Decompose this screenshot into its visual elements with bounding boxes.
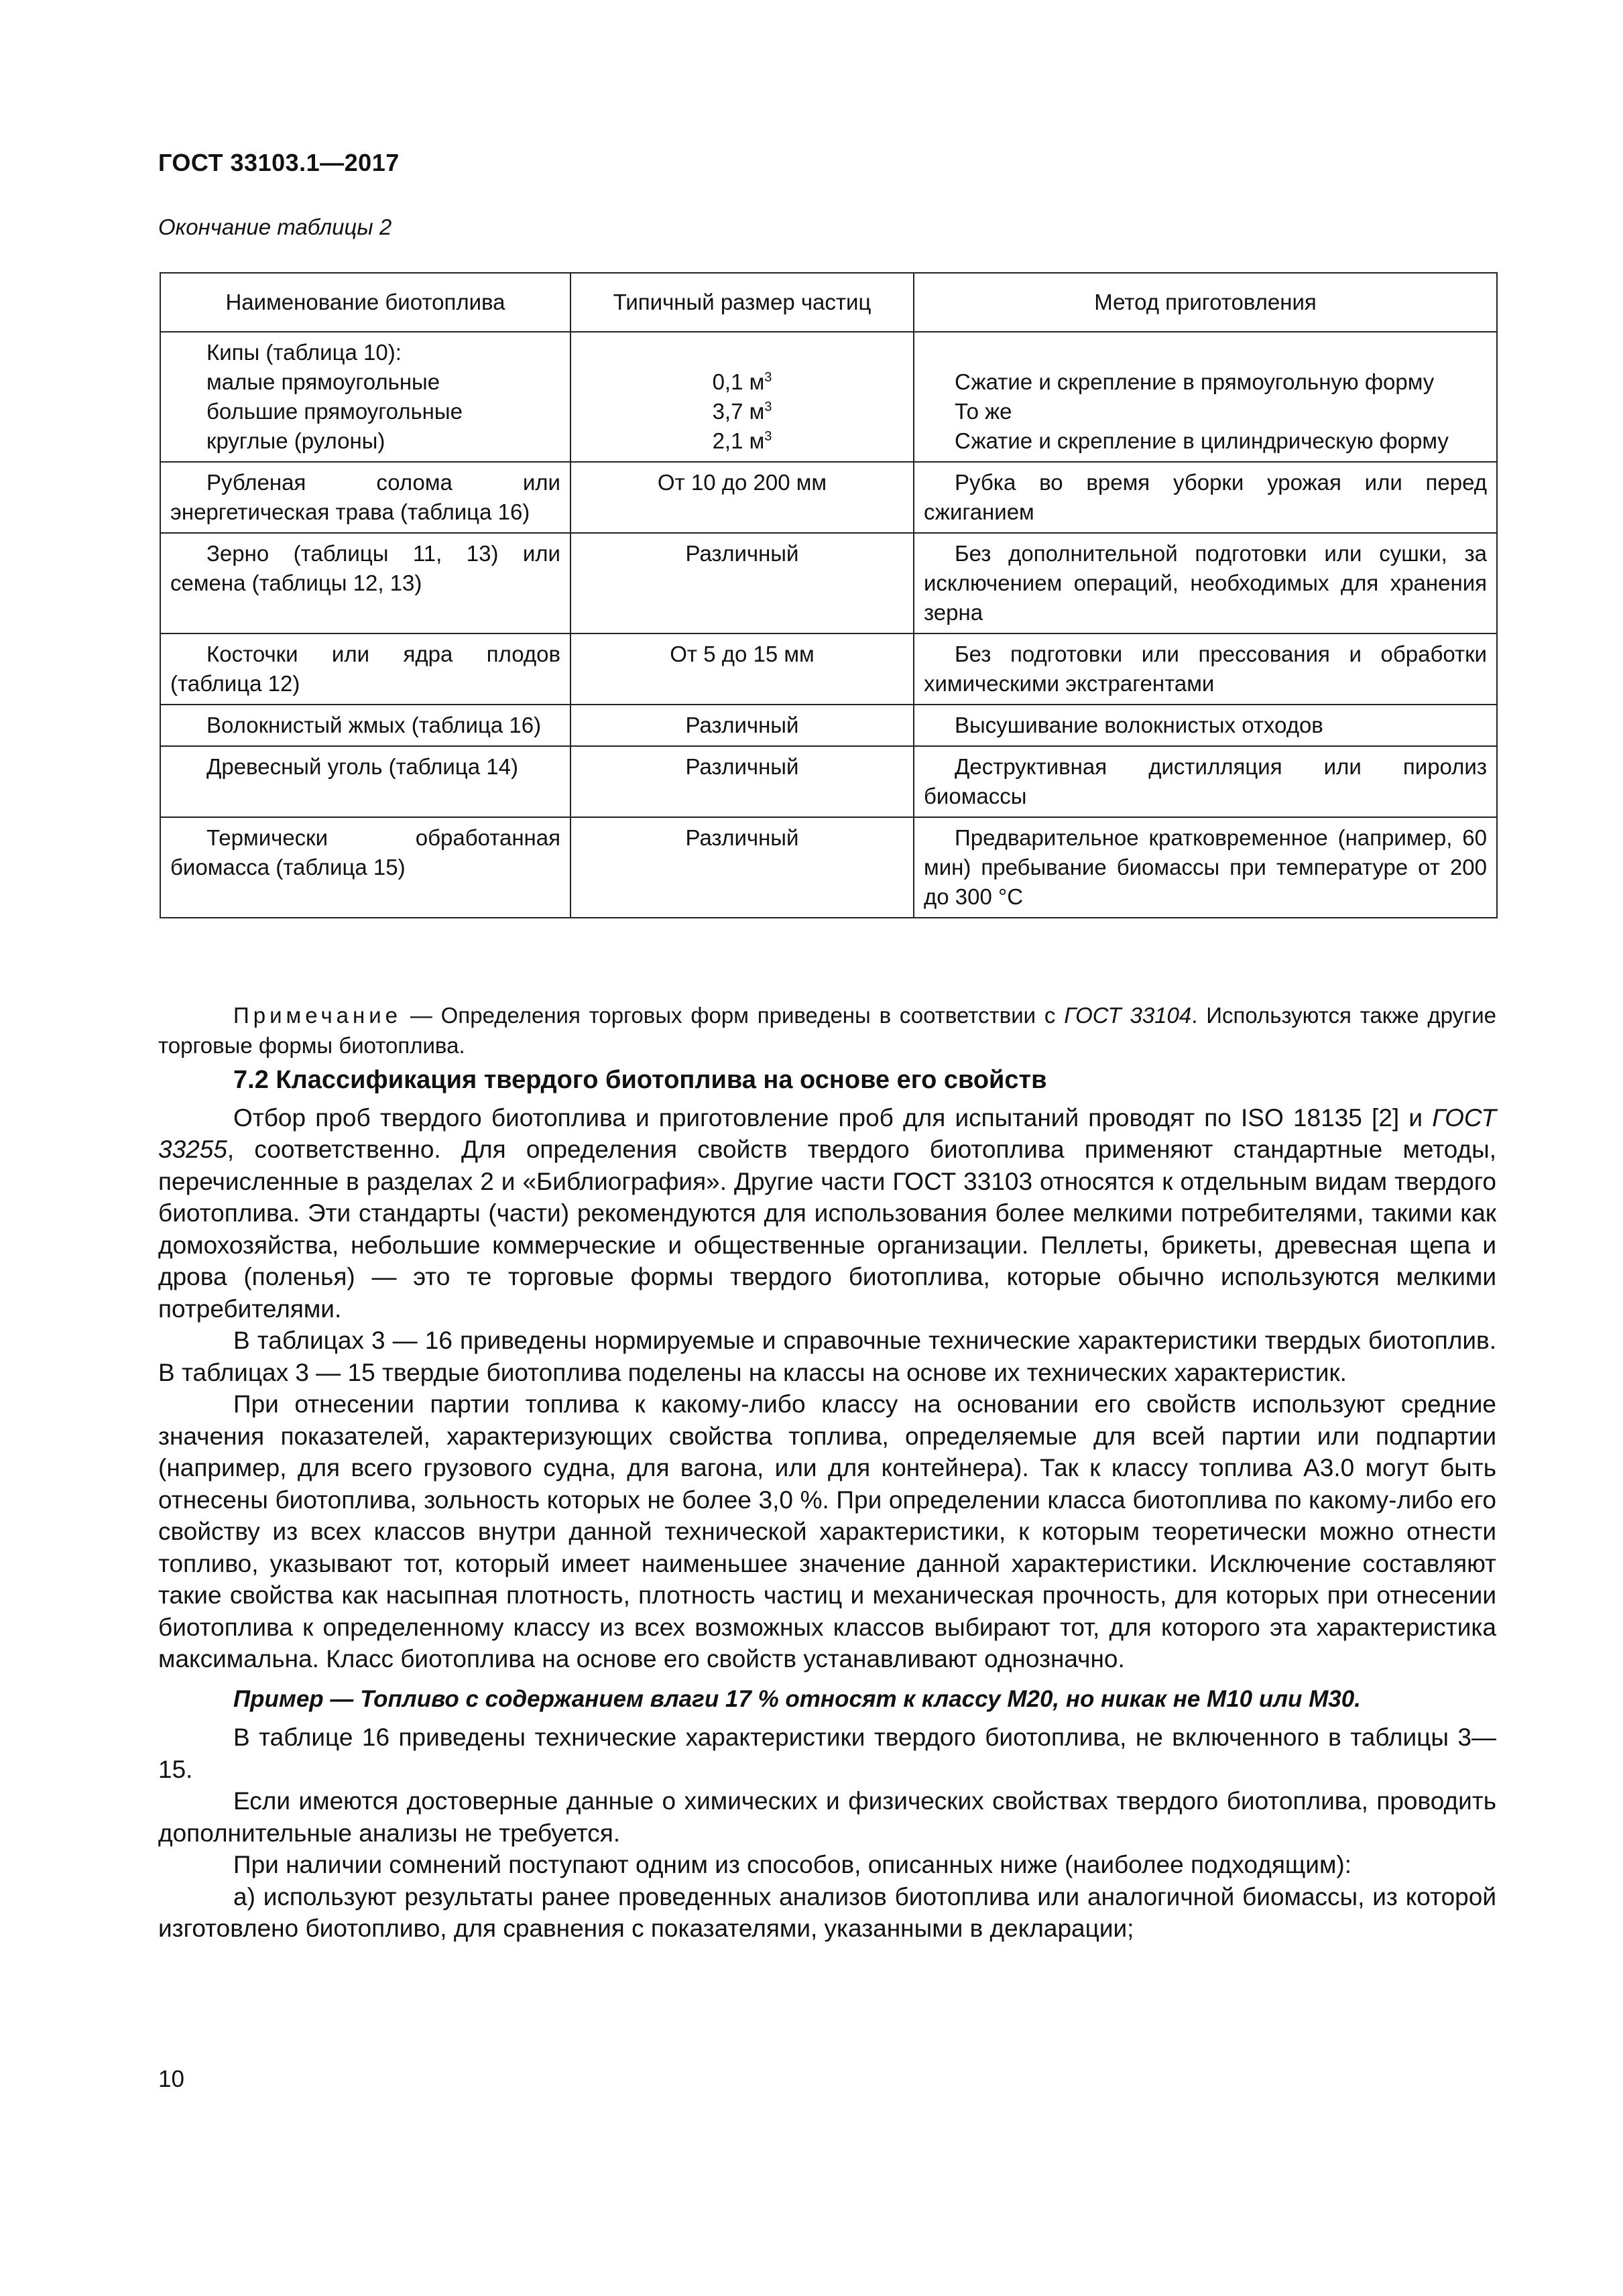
table-row xyxy=(160,633,1497,705)
section-heading: 7.2 Классификация твердого биотоплива на основе его свойств xyxy=(233,1066,1047,1094)
fuel-name: Волокнистый жмых (таблица 16) xyxy=(206,713,542,737)
table-row-bales xyxy=(160,332,1497,462)
fuel-method: Рубка во время уборки урожая или перед сжиганием xyxy=(924,470,1487,524)
biofuel-table xyxy=(160,272,1498,918)
fuel-name: Древесный уголь (таблица 14) xyxy=(206,754,518,779)
fuel-size: От 5 до 15 мм xyxy=(570,633,914,705)
fuel-name: Косточки или ядра плодов (таблица 12) xyxy=(170,642,560,696)
fuel-method: Без подготовки или прессования и обработки химическими экстрагентами xyxy=(924,642,1487,696)
gost-reference: ГОСТ 33255 xyxy=(158,1103,1496,1163)
paragraph: В таблице 16 приведены технические характеристики твердого биотоплива, не включенного в таблицы 3—15. xyxy=(158,1724,1496,1783)
fuel-name: Зерно (таблицы 11, 13) или семена (таблицы 12, 13) xyxy=(170,541,560,595)
bales-method: То же xyxy=(955,399,1012,424)
bales-item: малые прямоугольные xyxy=(206,369,440,394)
paragraph: При наличии сомнений поступают одним из способов, описанных ниже (наиболее подходящим): xyxy=(233,1851,1351,1878)
table-row xyxy=(160,817,1497,918)
paragraph: Отбор проб твердого биотоплива и приготовление проб для испытаний проводят по ISO 18135 [2] и ГОСТ 33255, соответственно. Для определения свойств твердого биотоплива применяют стандартные методы, перечисленные в разделах 2 и «Библиография». Другие части ГОСТ 33103 относятся к отдельным видам твердого биотоплива. Эти стандарты (части) рекомендуются для использования более мелкими потребителями, такими как домохозяйства, небольшие коммерческие и общественные организации. Пеллеты, брикеты, древесная щепа и дрова (поленья) — это те торговые формы твердого биотоплива, которые обычно используются мелкими потребителями. xyxy=(158,1103,1496,1323)
page-number: 10 xyxy=(158,2066,184,2092)
note-reference: ГОСТ 33104 xyxy=(1064,1003,1192,1028)
fuel-method: Предварительное кратковременное (например, 60 мин) пребывание биомассы при температуре от 200 до 300 °С xyxy=(924,825,1487,909)
column-header-name: Наименование биотоплива xyxy=(160,273,570,332)
bales-item: круглые (рулоны) xyxy=(206,428,385,453)
table-row xyxy=(160,705,1497,746)
standard-header: ГОСТ 33103.1—2017 xyxy=(158,149,400,176)
paragraph: При отнесении партии топлива к какому-либо классу на основании его свойств используют средние значения показателей, характеризующих свойства топлива, определяемые для всей партии или подпартии (например, для всего грузового судна, для вагона, или для контейнера). Так к классу топлива А3.0 могут быть отнесены биотоплива, зольность которых не более 3,0 %. При определении класса биотоплива по какому-либо его свойству из всех классов внутри данной технической характеристики, к которым теоретически можно отнести топливо, указывают тот, который имеет наименьшее значение данной характеристики. Исключение составляют такие свойства как насыпная плотность, плотность частиц и механическая прочность, для которых при отнесении биотоплива к определенному классу из всех возможных классов выбирают тот, для которого эта характеристика максимальна. Класс биотоплива на основе его свойств устанавливают однозначно. xyxy=(158,1390,1496,1673)
fuel-size: Различный xyxy=(570,817,914,918)
fuel-name: Термически обработанная биомасса (таблица 15) xyxy=(170,825,560,880)
body-text xyxy=(158,1000,1496,1945)
fuel-size: Различный xyxy=(570,533,914,633)
column-header-size: Типичный размер частиц xyxy=(570,273,914,332)
fuel-size: Различный xyxy=(570,746,914,817)
table-header-row xyxy=(160,273,1497,332)
paragraph: В таблицах 3 — 16 приведены нормируемые и справочные технические характеристики твердых биотоплив. В таблицах 3 — 15 твердые биотоплива поделены на классы на основе их технических характеристик. xyxy=(158,1327,1496,1386)
bales-method: Сжатие и скрепление в прямоугольную форму xyxy=(955,369,1435,394)
table-note: Примечание — Определения торговых форм приведены в соответствии с ГОСТ 33104. Используются также другие торговые формы биотоплива. xyxy=(158,1003,1496,1058)
example: Пример — Топливо с содержанием влаги 17 % относят к классу М20, но никак не М10 или М30. xyxy=(233,1685,1361,1712)
column-header-method: Метод приготовления xyxy=(914,273,1497,332)
fuel-method: Высушивание волокнистых отходов xyxy=(955,713,1323,737)
fuel-method: Деструктивная дистилляция или пиролиз биомассы xyxy=(924,754,1487,808)
table-row xyxy=(160,533,1497,633)
table-row xyxy=(160,462,1497,533)
bales-item: большие прямоугольные xyxy=(206,399,463,424)
bales-size: 0,1 $м^3$ xyxy=(712,369,772,394)
bales-title: Кипы (таблица 10): xyxy=(206,340,402,365)
table-caption: Окончание таблицы 2 xyxy=(158,215,392,239)
bales-method-cell xyxy=(914,332,1497,462)
fuel-size: От 10 до 200 мм xyxy=(570,462,914,533)
paragraph: Если имеются достоверные данные о химических и физических свойствах твердого биотоплива, проводить дополнительные анализы не требуется. xyxy=(158,1787,1496,1847)
fuel-name: Рубленая солома или энергетическая трава (таблица 16) xyxy=(170,470,560,524)
note-label: Примечание xyxy=(233,1003,402,1028)
bales-size-cell xyxy=(570,332,914,462)
fuel-size: Различный xyxy=(570,705,914,746)
bales-method: Сжатие и скрепление в цилиндрическую форму xyxy=(955,428,1449,453)
bales-name-cell xyxy=(160,332,570,462)
list-item: а) используют результаты ранее проведенных анализов биотоплива или аналогичной биомассы, из которой изготовлено биотопливо, для сравнения с показателями, указанными в декларации; xyxy=(158,1882,1496,1942)
bales-size: 2,1 $м^3$ xyxy=(712,428,772,453)
table-row xyxy=(160,746,1497,817)
fuel-method: Без дополнительной подготовки или сушки, за исключением операций, необходимых для хранения зерна xyxy=(924,541,1487,625)
bales-size: 3,7 $м^3$ xyxy=(712,399,772,424)
